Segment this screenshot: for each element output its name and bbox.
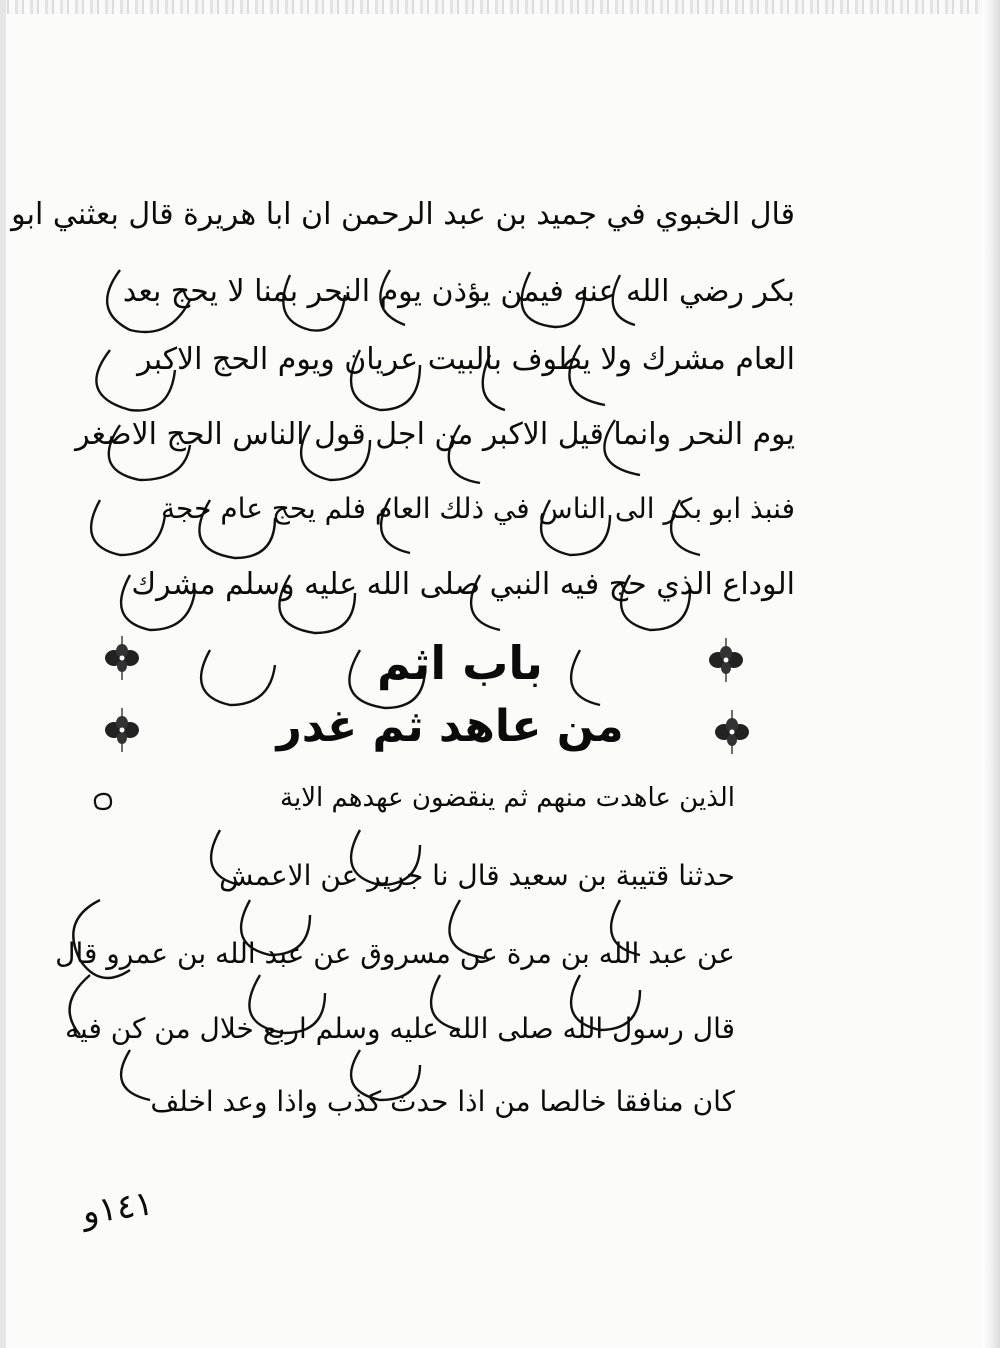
floral-rosette-icon xyxy=(710,710,754,754)
manuscript-line-9: عن عبد الله بن مرة عن مسروق عن عبد الله بن عمرو قال xyxy=(55,937,735,970)
page-top-edge xyxy=(0,0,1000,14)
manuscript-line-2: بكر رضي الله عنه فيمن يؤذن يوم النحر بمنا لا يحج بعد xyxy=(122,274,795,309)
manuscript-line-5: فنبذ ابو بكر الى الناس في ذلك العام فلم يحج عام حجة xyxy=(161,492,795,525)
chapter-heading-line-2: من عاهد ثم غدر xyxy=(276,701,624,752)
verse-end-circle-icon xyxy=(88,786,118,816)
page-right-edge xyxy=(982,0,1000,1348)
folio-number: ١٤١و xyxy=(79,1183,156,1233)
page-left-edge xyxy=(0,0,6,1348)
floral-rosette-icon xyxy=(704,638,748,682)
manuscript-line-4: يوم النحر وانما قيل الاكبر من اجل قول الناس الحج الاصغر xyxy=(75,417,795,452)
manuscript-line-10: قال رسول الله صلى الله عليه وسلم اربع خلال من كن فيه xyxy=(64,1012,735,1045)
manuscript-line-1: قال الخبوي في جميد بن عبد الرحمن ان ابا هريرة قال بعثني ابو xyxy=(11,197,795,232)
manuscript-line-6: الوداع الذي حج فيه النبي صلى الله عليه وسلم مشرك xyxy=(131,567,795,602)
manuscript-line-3: العام مشرك ولا يطوف بالبيت عريان ويوم الحج الاكبر xyxy=(137,342,795,377)
floral-rosette-icon xyxy=(100,708,144,752)
manuscript-line-11: كان منافقا خالصا من اذا حدث كذب واذا وعد اخلف xyxy=(150,1085,735,1118)
manuscript-line-8: حدثنا قتيبة بن سعيد قال نا جرير عن الاعمش xyxy=(219,859,735,892)
floral-rosette-icon xyxy=(100,636,144,680)
chapter-heading-line-1: باب اثم xyxy=(377,636,543,690)
manuscript-line-7: الذين عاهدت منهم ثم ينقضون عهدهم الاية xyxy=(280,783,735,813)
